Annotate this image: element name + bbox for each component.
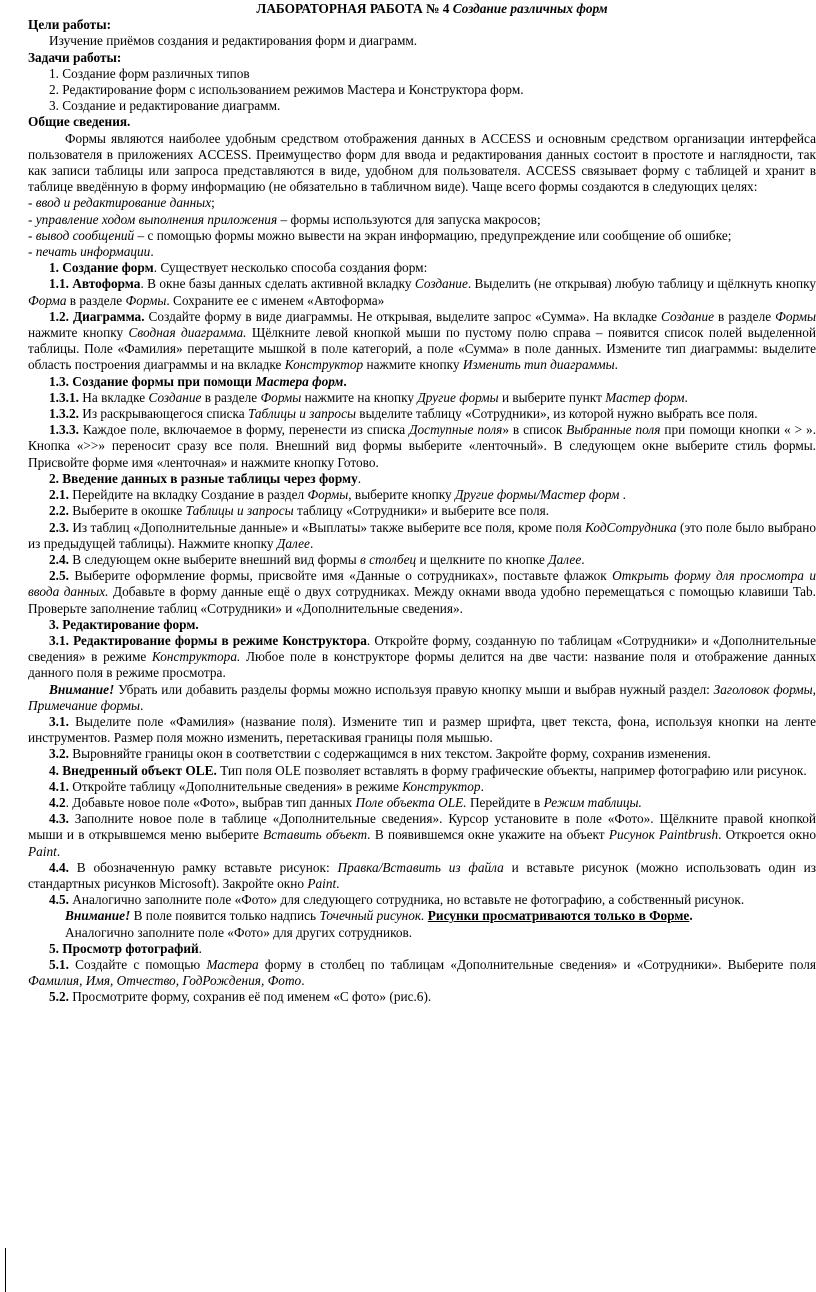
task-item: 1. Создание форм различных типов (49, 65, 250, 81)
paragraph-3-1b: 3.1. Выделите поле «Фамилия» (название поля). Измените тип и размер шрифта, цвет текста, фона, используя кнопки на ленте инструментов. Размер поля можно изменить, перетаскивая границы поля мышью. (28, 713, 816, 746)
section-4-heading: 4. Внедренный объект OLE. Тип поля OLE позволяет вставлять в форму графические объекты, например фотографию или рисунок. (49, 762, 807, 778)
warning-note: Внимание! Убрать или добавить разделы формы можно используя правую кнопку мыши и выбрав нужный раздел: Заголовок формы, Примечание формы. (28, 681, 816, 713)
paragraph-3-2: 3.2. Выровняйте границы окон в соответствии с содержащимся в них текстом. Закройте форму, сохранив изменения. (49, 746, 711, 762)
paragraph-4-1: 4.1. Откройте таблицу «Дополнительные сведения» в режиме Конструктор. (49, 778, 484, 794)
paragraph-1-3-3: 1.3.3. Каждое поле, включаемое в форму, перенести из списка Доступные поля» в список Выбранные поля при помощи кнопки « > ». Кнопка «>>» переносит сразу все поля. Внешний вид формы выберите «ленточный». В следующем окне выберите стиль формы. Присвойте форме имя «ленточная» и нажмите кнопку Готово. (28, 422, 816, 470)
paragraph-2-3: 2.3. Из таблиц «Дополнительные данные» и «Выплаты» также выберите все поля, кроме поля КодСотрудника (это поле было выбрано из предыдущей таблицы). Нажмите кнопку Далее. (28, 519, 816, 551)
purpose-item: - вывод сообщений – с помощью формы можно вывести на экран информацию, предупреждение или сообщение об ошибке; (28, 227, 732, 243)
task-item: 2. Редактирование форм с использованием режимов Мастера и Конструктора форм. (49, 82, 524, 98)
paragraph-4-4: 4.4. В обозначенную рамку вставьте рисунок: Правка/Вставить из файла и вставьте рисунок (можно использовать один из стандартных рисунков Microsoft). Закройте окно Paint. (28, 859, 816, 891)
goals-heading: Цели работы: (28, 17, 112, 33)
purpose-item: - печать информации. (28, 244, 154, 260)
paragraph-2-1: 2.1. Перейдите на вкладку Создание в раздел Формы, выберите кнопку Другие формы/Мастер форм . (49, 487, 626, 503)
paragraph-2-4: 2.4. В следующем окне выберите внешний вид формы в столбец и щелкните по кнопке Далее. (49, 551, 585, 567)
tasks-heading: Задачи работы: (28, 49, 122, 65)
margin-line (5, 1248, 6, 1292)
section-1-heading: 1. Создание форм. Существует несколько способа создания форм: (49, 260, 428, 276)
paragraph-4-2: 4.2. Добавьте новое поле «Фото», выбрав тип данных Поле объекта OLE. Перейдите в Режим таблицы. (49, 794, 642, 810)
paragraph-1-3-2: 1.3.2. Из раскрывающегося списка Таблицы и запросы выделите таблицу «Сотрудники», из которой нужно выбрать все поля. (49, 406, 758, 422)
paragraph-4-3: 4.3. Заполните новое поле в таблице «Дополнительные сведения». Курсор установите в поле «Фото». Щёлкните правой кнопкой мыши и в открывшемся меню выберите Вставить объект. В появившемся окне укажите на объект Рисунок Paintbrush. Откроется окно Paint. (28, 811, 816, 859)
document-body (28, 1, 816, 1006)
purpose-item: - управление ходом выполнения приложения – формы используются для запуска макросов; (28, 211, 541, 227)
paragraph-5-2: 5.2. Просмотрите форму, сохранив её под именем «С фото» (рис.6). (49, 989, 432, 1005)
task-item: 3. Создание и редактирование диаграмм. (49, 98, 281, 114)
paragraph-3-1: 3.1. Редактирование формы в режиме Конструктора. Откройте форму, созданную по таблицам «Сотрудники» и «Дополнительные сведения» в режиме Конструктора. Любое поле в конструкторе формы делится на две части: название поля и отображение данных данного поля в режиме просмотра. (28, 632, 816, 681)
paragraph-4-5: 4.5. Аналогично заполните поле «Фото» для следующего сотрудника, но вставьте не фотографию, а собственный рисунок. (49, 892, 745, 908)
paragraph-5-1: 5.1. Создайте с помощью Мастера форму в столбец по таблицам «Дополнительные сведения» и «Сотрудники». Выберите поля Фамилия, Имя, Отчество, ГодРождения, Фото. (28, 956, 816, 989)
page-title: ЛАБОРАТОРНАЯ РАБОТА № 4 Создание различных форм (256, 1, 608, 16)
section-2-heading: 2. Введение данных в разные таблицы через форму. (49, 470, 362, 486)
paragraph-1-3-1: 1.3.1. На вкладке Создание в разделе Формы нажмите на кнопку Другие формы и выберите пункт Мастер форм. (49, 389, 688, 405)
purpose-item: - ввод и редактирование данных; (28, 195, 215, 211)
general-paragraph: Формы являются наиболее удобным средством отображения данных в ACCESS и основным средством организации интерфейса пользователя в приложениях ACCESS. Преимущество форм для ввода и редактирования данных состоит в простоте и наглядности, так как записи таблицы или запроса представляются в виде, удобном для пользователя. ACCESS связывает форму с таблицей и хранит в таблице введённую в форму информацию (не обязательно в табличном виде). Чаще всего формы создаются в следующих целях: (28, 130, 816, 195)
paragraph-4-last: Аналогично заполните поле «Фото» для других сотрудников. (65, 924, 413, 940)
section-5-heading: 5. Просмотр фотографий. (49, 940, 202, 956)
paragraph-1-1: 1.1. Автоформа. В окне базы данных сделать активной вкладку Создание. Выделить (не открывая) любую таблицу и щёлкнуть кнопку Форма в разделе Формы. Сохраните ее с именем «Автоформа» (28, 276, 816, 308)
warning-note: Внимание! В поле появится только надпись Точечный рисунок. Рисунки просматриваются только в Форме. (65, 908, 693, 924)
general-heading: Общие сведения. (28, 114, 131, 130)
subsection-1-3-heading: 1.3. Создание формы при помощи Мастера форм. (49, 373, 347, 389)
goals-text: Изучение приёмов создания и редактирования форм и диаграмм. (49, 33, 418, 49)
paragraph-2-2: 2.2. Выберите в окошке Таблицы и запросы таблицу «Сотрудники» и выберите все поля. (49, 503, 550, 519)
paragraph-1-2: 1.2. Диаграмма. Создайте форму в виде диаграммы. Не открывая, выделите запрос «Сумма». На вкладке Создание в разделе Формы нажмите кнопку Сводная диаграмма. Щёлкните левой кнопкой мыши по пустому полю справа – появится список полей выделенной таблицы. Поле «Фамилия» перетащите мышкой в поле категорий, а поле «Сумма» в поле данных. Измените тип диаграммы: выделите область построения диаграммы и на вкладке Конструктор нажмите кнопку Изменить тип диаграммы. (28, 308, 816, 373)
section-3-heading: 3. Редактирование форм. (49, 616, 199, 632)
paragraph-2-5: 2.5. Выберите оформление формы, присвойте имя «Данные о сотрудниках», поставьте флажок Открыть форму для просмотра и ввода данных. Добавьте в форму данные ещё о двух сотрудниках. Между окнами ввода удобно перемещаться с помощью клавиши Tab. Проверьте заполнение таблиц «Сотрудники» и «Дополнительные сведения». (28, 568, 816, 616)
